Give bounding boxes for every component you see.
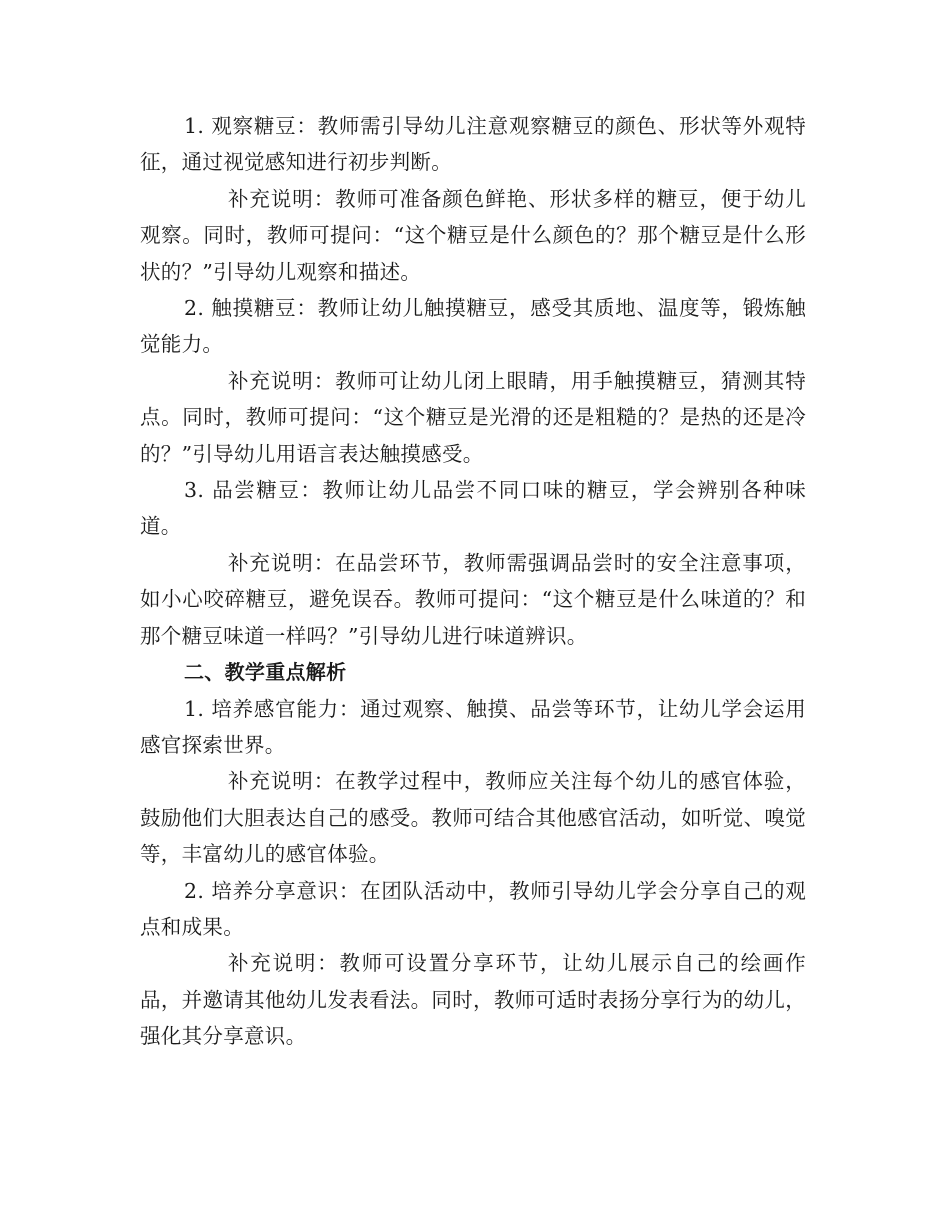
note-sharing: 补充说明：教师可设置分享环节，让幼儿展示自己的绘画作品，并邀请其他幼儿发表看法。同时，教师可适时表扬分享行为的幼儿，强化其分享意识。 bbox=[140, 951, 806, 1049]
document-body bbox=[140, 108, 806, 1055]
note-senses: 补充说明：在教学过程中，教师应关注每个幼儿的感官体验，鼓励他们大胆表达自己的感受。教师可结合其他感官活动，如听觉、嗅觉等，丰富幼儿的感官体验。 bbox=[140, 769, 806, 867]
list-item-touch: 2. 触摸糖豆：教师让幼儿触摸糖豆，感受其质地、温度等，锻炼触觉能力。 bbox=[140, 296, 806, 357]
note-taste: 补充说明：在品尝环节，教师需强调品尝时的安全注意事项，如小心咬碎糖豆，避免误吞。教师可提问：“这个糖豆是什么味道的？和那个糖豆味道一样吗？”引导幼儿进行味道辨识。 bbox=[140, 550, 806, 648]
list-item-observe: 1. 观察糖豆：教师需引导幼儿注意观察糖豆的颜色、形状等外观特征，通过视觉感知进行初步判断。 bbox=[140, 114, 806, 175]
section-heading: 二、教学重点解析 bbox=[184, 660, 347, 685]
list-item-taste: 3. 品尝糖豆：教师让幼儿品尝不同口味的糖豆，学会辨别各种味道。 bbox=[140, 478, 806, 539]
note-observe: 补充说明：教师可准备颜色鲜艳、形状多样的糖豆，便于幼儿观察。同时，教师可提问：“这个糖豆是什么颜色的？那个糖豆是什么形状的？”引导幼儿观察和描述。 bbox=[140, 186, 806, 284]
list-item-senses: 1. 培养感官能力：通过观察、触摸、品尝等环节，让幼儿学会运用感官探索世界。 bbox=[140, 696, 806, 757]
list-item-sharing: 2. 培养分享意识：在团队活动中，教师引导幼儿学会分享自己的观点和成果。 bbox=[140, 878, 806, 939]
note-touch: 补充说明：教师可让幼儿闭上眼睛，用手触摸糖豆，猜测其特点。同时，教师可提问：“这个糖豆是光滑的还是粗糙的？是热的还是冷的？”引导幼儿用语言表达触摸感受。 bbox=[140, 368, 806, 466]
